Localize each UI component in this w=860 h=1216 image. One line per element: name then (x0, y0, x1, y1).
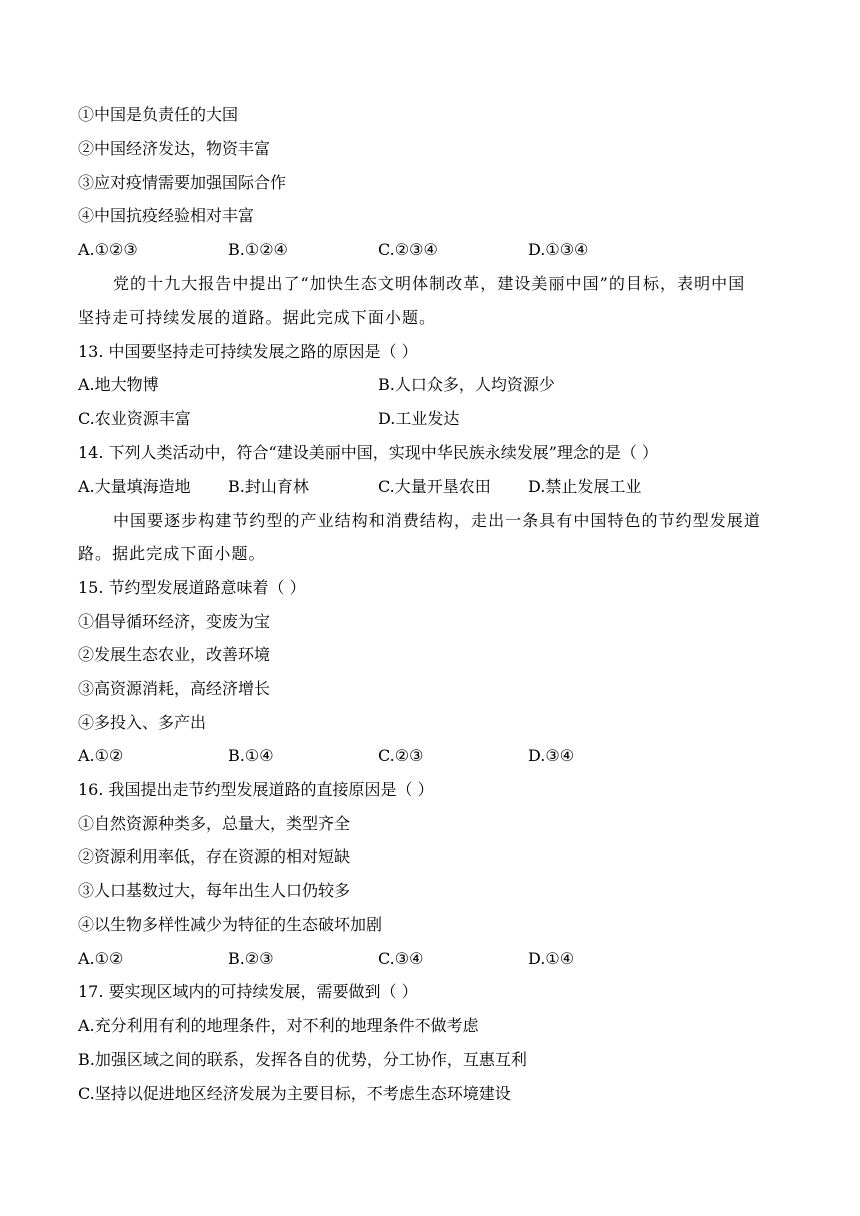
q15-option-d: D.③④ (528, 746, 575, 765)
q12-option-b: B.①②④ (228, 240, 288, 259)
q17-option-a: A.充分利用有利的地理条件，对不利的地理条件不做考虑 (78, 1016, 479, 1035)
q16-option-b: B.②③ (228, 949, 274, 968)
passage-1-line-1: 党的十九大报告中提出了“加快生态文明体制改革，建设美丽中国”的目标，表明中国 (113, 274, 746, 293)
q15-option-a: A.①② (78, 746, 124, 765)
q13-option-c: C.农业资源丰富 (78, 409, 191, 428)
passage-2-line-1: 中国要逐步构建节约型的产业结构和消费结构，走出一条具有中国特色的节约型发展道 (113, 511, 761, 530)
q15-item-2: ②发展生态农业，改善环境 (78, 645, 271, 664)
q12-item-4: ④中国抗疫经验相对丰富 (78, 206, 255, 225)
q16-item-3: ③人口基数过大，每年出生人口仍较多 (78, 881, 351, 900)
q14-option-c: C.大量开垦农田 (378, 477, 491, 496)
q15-option-b: B.①④ (228, 746, 274, 765)
q17-option-c: C.坚持以促进地区经济发展为主要目标，不考虑生态环境建设 (78, 1084, 511, 1103)
q15-item-1: ①倡导循环经济，变废为宝 (78, 612, 271, 631)
q12-item-3: ③应对疫情需要加强国际合作 (78, 173, 287, 192)
q16-stem: 16. 我国提出走节约型发展道路的直接原因是（ ） (78, 780, 434, 799)
q15-stem: 15. 节约型发展道路意味着（ ） (78, 578, 306, 597)
q16-option-c: C.③④ (378, 949, 424, 968)
q13-option-a: A.地大物博 (78, 375, 159, 394)
q12-option-c: C.②③④ (378, 240, 438, 259)
q13-stem: 13. 中国要坚持走可持续发展之路的原因是（ ） (78, 342, 418, 361)
q14-stem: 14. 下列人类活动中，符合“建设美丽中国，实现中华民族永续发展”理念的是（ ） (78, 443, 658, 462)
q12-item-1: ①中国是负责任的大国 (78, 105, 239, 124)
q12-option-a: A.①②③ (78, 240, 138, 259)
q14-option-a: A.大量填海造地 (78, 477, 191, 496)
q17-stem: 17. 要实现区域内的可持续发展，需要做到（ ） (78, 982, 418, 1001)
q17-option-b: B.加强区域之间的联系，发挥各自的优势，分工协作，互惠互利 (78, 1050, 527, 1069)
q15-item-4: ④多投入、多产出 (78, 713, 207, 732)
q12-option-d: D.①③④ (528, 240, 589, 259)
q16-option-d: D.①④ (528, 949, 575, 968)
q12-item-2: ②中国经济发达，物资丰富 (78, 139, 271, 158)
q16-item-4: ④以生物多样性减少为特征的生态破坏加剧 (78, 915, 383, 934)
q13-option-b: B.人口众多，人均资源少 (378, 375, 555, 394)
q16-item-1: ①自然资源种类多，总量大，类型齐全 (78, 814, 351, 833)
q14-option-d: D.禁止发展工业 (528, 477, 642, 496)
q16-item-2: ②资源利用率低，存在资源的相对短缺 (78, 847, 351, 866)
q15-option-c: C.②③ (378, 746, 424, 765)
passage-1-line-2: 坚持走可持续发展的道路。据此完成下面小题。 (78, 308, 437, 327)
q14-option-b: B.封山育林 (228, 477, 309, 496)
passage-2-line-2: 路。据此完成下面小题。 (78, 544, 266, 563)
q13-option-d: D.工业发达 (378, 409, 460, 428)
q16-option-a: A.①② (78, 949, 124, 968)
q15-item-3: ③高资源消耗，高经济增长 (78, 679, 271, 698)
